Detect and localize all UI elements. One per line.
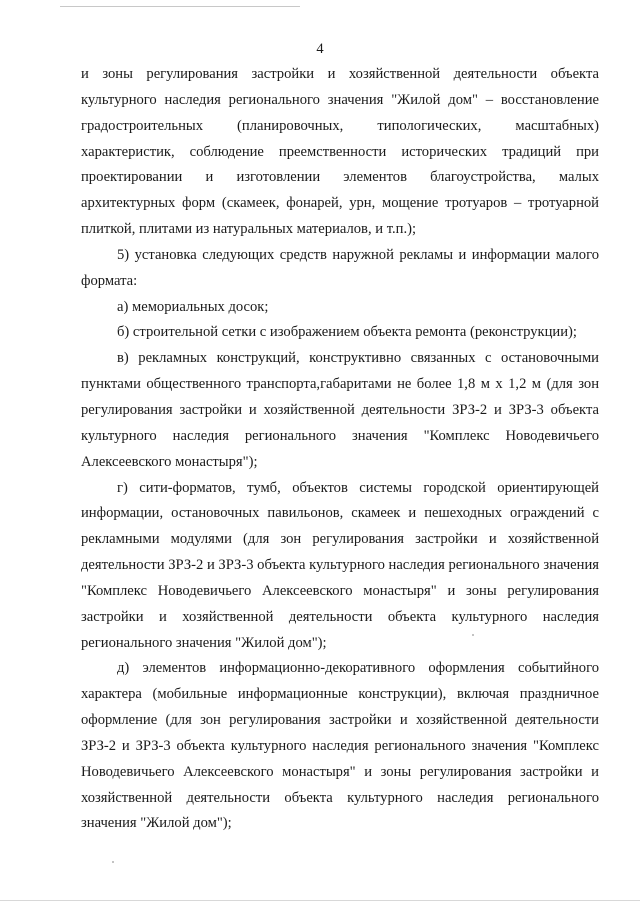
paragraph-item-g: г) сити-форматов, тумб, объектов системы городской ориентирующей информации, остановочных павильонов, скамеек и пешеходных ограждений с рекламными модулями (для зон регулирования застройки и хозяйственной деятельности ЗРЗ-2 и ЗРЗ-3 объекта культурного наследия регионального значения "Комплекс Новодевичьего Алексеевского монастыря" и зоны регулирования застройки и хозяйственной деятельности объекта культурного наследия регионального значения "Жилой дом"); — [81, 479, 599, 651]
paragraph-item-v: в) рекламных конструкций, конструктивно связанных с остановочными пунктами общественного транспорта,габаритами не более 1,8 м х 1,2 м (для зон регулирования застройки и хозяйственной деятельности ЗРЗ-2 и ЗРЗ-3 объекта культурного наследия регионального значения "Комплекс Новодевичьего Алексеевского монастыря"); — [81, 350, 599, 470]
scan-speck — [112, 861, 114, 863]
paragraph-item-d: д) элементов информационно-декоративного оформления событийного характера (мобильные информационные конструкции), включая праздничное оформление (для зон регулирования застройки и хозяйственной деятельности ЗРЗ-2 и ЗРЗ-3 объекта культурного наследия регионального значения "Комплекс Новодевичьего Алексеевского монастыря" и зоны регулирования застройки и хозяйственной деятельности объекта культурного наследия регионального значения "Жилой дом"); — [81, 660, 599, 832]
page-number: 4 — [316, 41, 324, 57]
paragraph-item-5: 5) установка следующих средств наружной рекламы и информации малого формата: — [81, 246, 599, 289]
document-body — [81, 62, 599, 837]
scan-edge-line — [0, 900, 640, 901]
paragraph-item-a: а) мемориальных досок; — [117, 298, 269, 315]
scan-speck — [472, 634, 474, 636]
scan-edge-line — [60, 6, 300, 7]
paragraph-continuation: и зоны регулирования застройки и хозяйственной деятельности объекта культурного наследия регионального значения "Жилой дом" – восстановление градостроительных (планировочных, типологических, масштабных) характеристик, соблюдение преемственности исторических традиций при проектировании и изготовлении элементов благоустройства, малых архитектурных форм (скамеек, фонарей, урн, мощение тротуаров – тротуарной плиткой, плитами из натуральных материалов, и т.п.); — [81, 66, 599, 238]
paragraph-item-b: б) строительной сетки с изображением объекта ремонта (реконструкции); — [117, 324, 577, 341]
